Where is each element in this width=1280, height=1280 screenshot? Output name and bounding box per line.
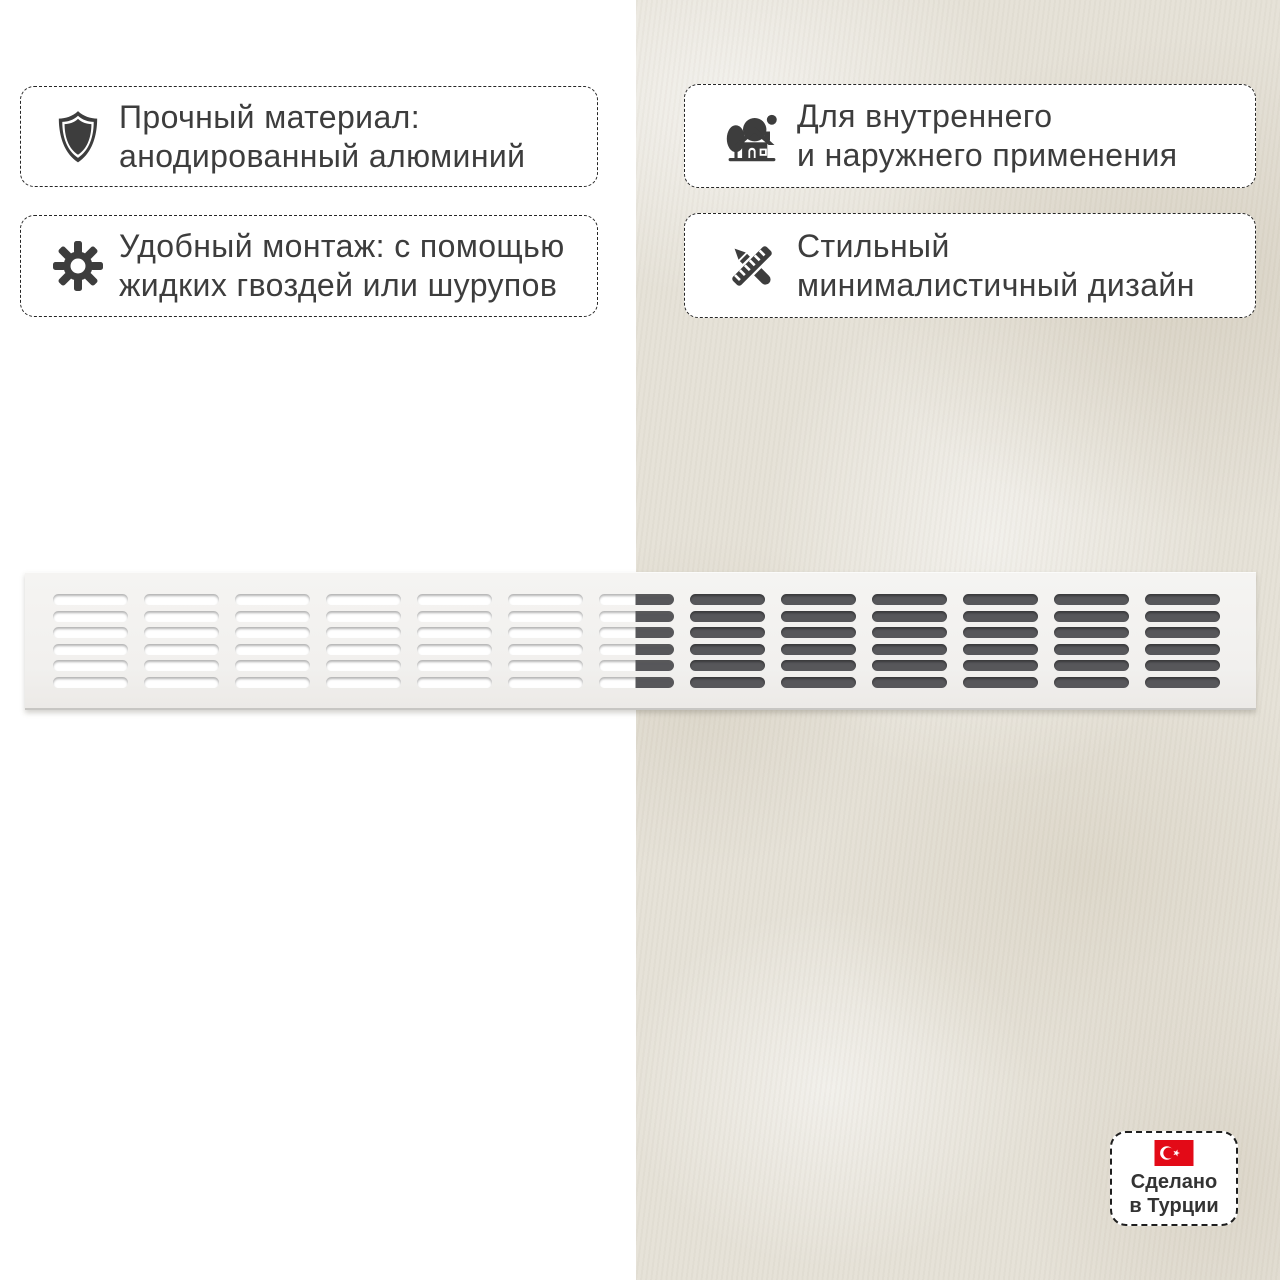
vent-slot [235, 644, 310, 655]
vent-slot [53, 594, 128, 605]
made-in-line: Сделано [1130, 1170, 1218, 1193]
feature-line: минималистичный дизайн [797, 266, 1195, 303]
vent-slot [781, 644, 856, 655]
made-in-text [1129, 1170, 1218, 1218]
vent-slot [326, 611, 401, 622]
vent-slot [872, 644, 947, 655]
vent-slot [872, 611, 947, 622]
vent-slot [144, 644, 219, 655]
vent-slot [1145, 660, 1220, 671]
made-in-line: в Турции [1129, 1194, 1219, 1217]
turkey-flag-icon [1154, 1140, 1194, 1166]
vent-slot [1145, 611, 1220, 622]
vent-slot [417, 594, 492, 605]
vent-slot [690, 660, 765, 671]
shield-icon [51, 110, 105, 164]
feature-line: Для внутреннего [797, 98, 1053, 134]
vent-slot [53, 677, 128, 688]
vent-slot [417, 611, 492, 622]
vent-slot [326, 677, 401, 688]
vent-slot [144, 660, 219, 671]
vent-slot [690, 594, 765, 605]
feature-line: жидких гвоздей или шурупов [119, 267, 558, 303]
vent-slot [963, 611, 1038, 622]
vent-slot [599, 660, 674, 671]
ventilation-grille [25, 572, 1256, 710]
feature-text-installation [119, 227, 565, 305]
vent-slot [1145, 594, 1220, 605]
vent-slot [781, 627, 856, 638]
vent-slot [781, 594, 856, 605]
vent-slot [963, 677, 1038, 688]
vent-slot [781, 660, 856, 671]
vent-slot [326, 594, 401, 605]
vent-slot [599, 644, 674, 655]
feature-text-usage [797, 97, 1178, 175]
vent-slot [690, 611, 765, 622]
feature-line: Прочный материал: [119, 98, 421, 135]
pencil-ruler-icon [725, 240, 779, 292]
feature-line: анодированный алюминий [119, 137, 526, 174]
vent-slot [508, 611, 583, 622]
vent-slot [963, 660, 1038, 671]
vent-slot [1054, 677, 1129, 688]
vent-slot [235, 677, 310, 688]
vent-slot [599, 677, 674, 688]
vent-slot [599, 627, 674, 638]
vent-slot [781, 677, 856, 688]
vent-slot [963, 594, 1038, 605]
vent-slot-grid [53, 594, 1220, 688]
feature-card-installation [20, 215, 598, 317]
vent-slot [1145, 627, 1220, 638]
feature-line: Удобный монтаж: с помощью [119, 228, 565, 264]
vent-slot [599, 611, 674, 622]
vent-slot [144, 611, 219, 622]
feature-line: и наружнего применения [797, 137, 1178, 173]
vent-slot [1054, 627, 1129, 638]
vent-slot [1145, 677, 1220, 688]
vent-slot [326, 660, 401, 671]
vent-slot [235, 611, 310, 622]
vent-slot [235, 627, 310, 638]
house-nature-icon [725, 109, 779, 163]
vent-slot [690, 677, 765, 688]
vent-slot [144, 677, 219, 688]
vent-slot [1054, 594, 1129, 605]
vent-slot [53, 627, 128, 638]
vent-slot [417, 627, 492, 638]
vent-slot [963, 627, 1038, 638]
vent-slot [144, 594, 219, 605]
vent-slot [326, 627, 401, 638]
feature-card-material [20, 86, 598, 187]
vent-slot [53, 660, 128, 671]
feature-card-usage [684, 84, 1256, 188]
vent-slot [235, 660, 310, 671]
vent-slot [872, 594, 947, 605]
vent-slot [508, 660, 583, 671]
vent-slot [1054, 660, 1129, 671]
vent-slot [690, 627, 765, 638]
vent-slot [1054, 644, 1129, 655]
vent-slot [417, 677, 492, 688]
vent-slot [508, 627, 583, 638]
vent-slot [1054, 611, 1129, 622]
feature-text-material [119, 98, 525, 176]
vent-slot [872, 627, 947, 638]
vent-slot [599, 594, 674, 605]
vent-slot [690, 644, 765, 655]
vent-slot [235, 594, 310, 605]
feature-text-design [797, 227, 1195, 305]
vent-slot [508, 677, 583, 688]
vent-slot [417, 644, 492, 655]
vent-slot [781, 611, 856, 622]
vent-slot [53, 644, 128, 655]
vent-slot [144, 627, 219, 638]
feature-line: Стильный [797, 227, 950, 264]
vent-slot [508, 594, 583, 605]
vent-slot [872, 660, 947, 671]
made-in-badge [1110, 1131, 1238, 1226]
vent-slot [417, 660, 492, 671]
vent-slot [963, 644, 1038, 655]
vent-slot [326, 644, 401, 655]
gear-icon [51, 241, 105, 291]
vent-slot [53, 611, 128, 622]
feature-card-design [684, 213, 1256, 318]
vent-slot [1145, 644, 1220, 655]
vent-slot [872, 677, 947, 688]
vent-slot [508, 644, 583, 655]
